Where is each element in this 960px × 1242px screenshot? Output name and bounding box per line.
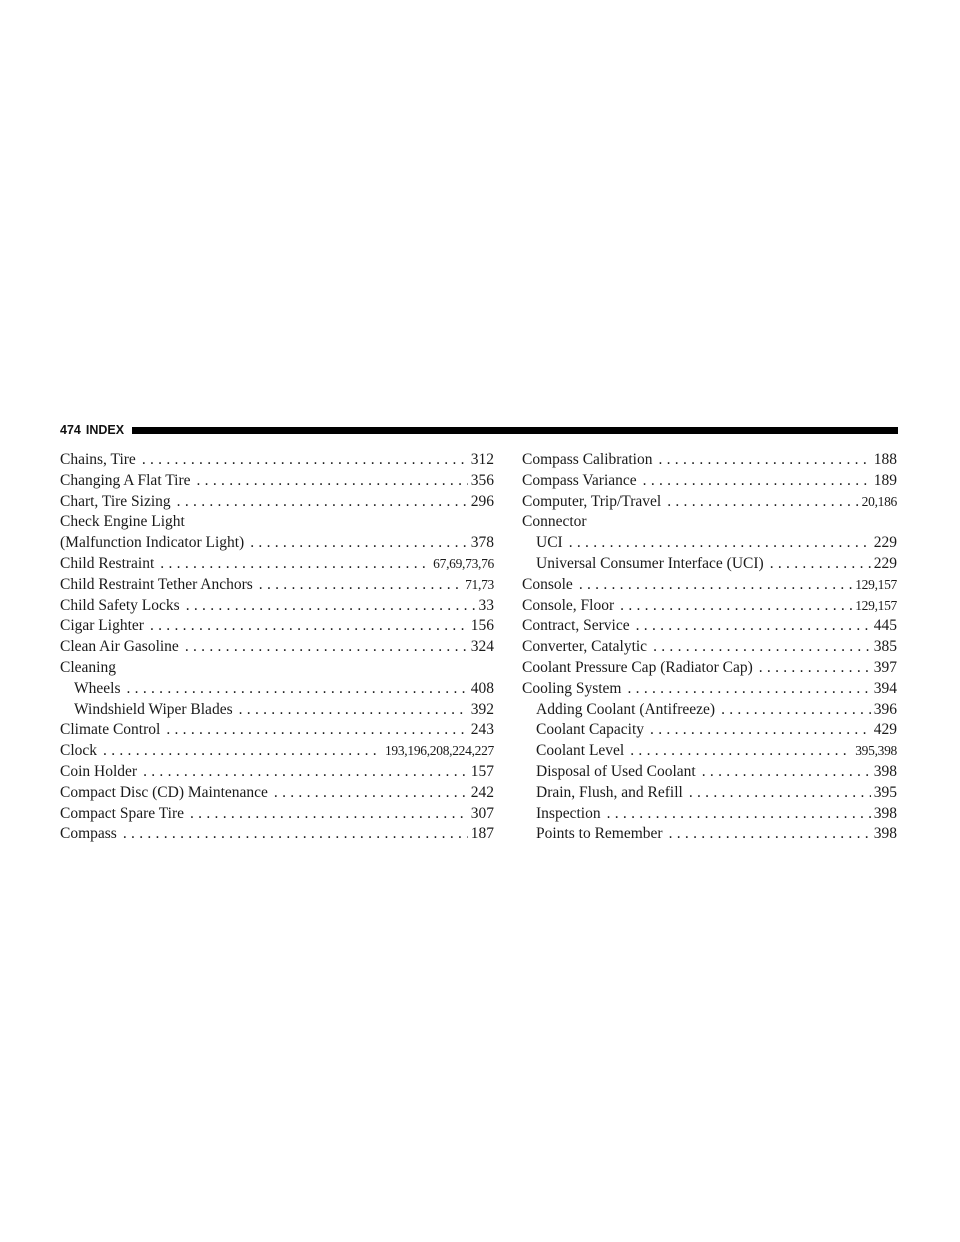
index-page-refs: 445 [873,617,897,635]
header-rule [132,427,898,434]
index-term: Inspection [536,804,601,822]
index-entry [60,741,494,762]
index-entry [60,658,494,679]
dot-leader [177,492,468,513]
index-term: Coin Holder [60,762,138,780]
dot-leader [607,804,871,825]
index-term: Climate Control [60,721,161,739]
index-entry [522,492,897,513]
index-page-refs: 385 [873,638,897,656]
dot-leader [689,783,871,804]
index-term: Cooling System [522,679,622,697]
dot-leader [759,658,871,679]
index-page-refs: 67,69,73,76 [433,555,494,571]
index-page-refs: 243 [470,721,494,739]
index-page-refs: 129,157 [855,576,897,592]
dot-leader [250,533,468,554]
dot-leader [103,741,382,762]
index-term: Converter, Catalytic [522,638,648,656]
section-title: INDEX [85,423,125,437]
index-subentry [60,700,494,721]
index-page-refs: 296 [470,492,494,510]
index-term: Compact Disc (CD) Maintenance [60,783,268,801]
index-entry [522,658,897,679]
index-entry [522,450,897,471]
index-page-refs: 396 [873,700,897,718]
index-term: Check Engine Light [60,513,185,531]
index-page-refs: 408 [470,679,494,697]
index-term: Child Restraint [60,554,155,572]
index-term: Console [522,575,573,593]
index-term: Coolant Capacity [536,721,645,739]
index-page-refs: 129,157 [855,597,897,613]
index-term: Compass [60,825,117,843]
index-term: Compact Spare Tire [60,804,184,822]
index-page-refs: 33 [478,596,494,614]
index-term: Contract, Service [522,617,630,635]
index-page-refs: 20,186 [861,493,897,509]
index-entry [60,492,494,513]
dot-leader [142,450,468,471]
dot-leader [239,700,468,721]
index-entry [60,804,494,825]
dot-leader [658,450,870,471]
index-term: Child Restraint Tether Anchors [60,575,253,593]
index-entry [60,824,494,845]
index-entry [60,616,494,637]
dot-leader [669,824,871,845]
index-term: Coolant Pressure Cap (Radiator Cap) [522,658,753,676]
dot-leader [636,616,871,637]
index-page-refs: 378 [470,534,494,552]
index-term: Adding Coolant (Antifreeze) [536,700,716,718]
index-term: Clock [60,742,98,760]
index-page-refs: 187 [470,825,494,843]
index-subentry [522,720,897,741]
index-entry [60,575,494,596]
dot-leader [721,700,871,721]
dot-leader [653,637,871,658]
index-term: Clean Air Gasoline [60,638,179,656]
index-entry [60,596,494,617]
index-subentry [522,554,897,575]
index-subentry [522,762,897,783]
dot-leader [160,554,430,575]
index-page-refs: 189 [873,471,897,489]
index-term: Chart, Tire Sizing [60,492,171,510]
index-term: Console, Floor [522,596,615,614]
dot-leader [143,762,468,783]
index-term: Drain, Flush, and Refill [536,783,683,801]
index-page-refs: 356 [470,471,494,489]
index-entry [60,762,494,783]
index-subentry [522,783,897,804]
index-entry [60,783,494,804]
page-number: 474 [60,423,81,437]
index-term: Computer, Trip/Travel [522,492,662,510]
dot-leader [185,637,468,658]
index-page-refs: 307 [470,804,494,822]
index-column-right [522,450,897,845]
dot-leader [259,575,462,596]
index-term: Connector [522,513,587,531]
index-page-refs: 397 [873,658,897,676]
dot-leader [197,471,468,492]
index-entry [60,512,494,533]
index-term: Child Safety Locks [60,596,180,614]
index-term: Universal Consumer Interface (UCI) [536,554,764,572]
index-page-refs: 429 [873,721,897,739]
index-term: Compass Variance [522,471,637,489]
index-entry [522,471,897,492]
dot-leader [123,824,468,845]
index-page-refs: 229 [873,534,897,552]
index-term: Points to Remember [536,825,663,843]
index-page-refs: 392 [470,700,494,718]
index-entry [60,720,494,741]
index-page-refs: 395,398 [855,743,897,759]
index-column-left [60,450,494,845]
index-page-refs: 193,196,208,224,227 [384,743,494,759]
index-page-refs: 398 [873,804,897,822]
index-term: Windshield Wiper Blades [74,700,233,718]
index-subentry [522,533,897,554]
dot-leader [274,783,468,804]
index-page-refs: 229 [873,554,897,572]
index-entry [522,637,897,658]
index-subentry [522,824,897,845]
dot-leader [190,804,468,825]
dot-leader [650,720,871,741]
index-page-refs: 188 [873,451,897,468]
dot-leader [770,554,871,575]
index-term: Coolant Level [536,742,625,760]
index-entry [522,616,897,637]
index-term: Disposal of Used Coolant [536,762,696,780]
index-page-refs: 394 [873,679,897,697]
dot-leader [579,575,852,596]
index-entry [522,596,897,617]
dot-leader [186,596,476,617]
index-page-refs: 324 [470,638,494,656]
index-term: Wheels [74,679,121,697]
index-entry [60,554,494,575]
index-page-refs: 398 [873,762,897,780]
dot-leader [620,596,852,617]
index-term: (Malfunction Indicator Light) [60,534,245,552]
index-page-refs: 71,73 [465,576,494,592]
index-page-refs: 156 [470,617,494,635]
dot-leader [643,471,871,492]
index-page-refs: 398 [873,825,897,843]
index-subentry [522,700,897,721]
index-term: Cleaning [60,658,116,676]
index-subentry [60,679,494,700]
index-term: Compass Calibration [522,451,653,468]
index-term: Cigar Lighter [60,617,144,635]
index-page-refs: 395 [873,783,897,801]
index-term: Chains, Tire [60,451,136,468]
index-page-refs: 157 [470,762,494,780]
index-entry [60,533,494,554]
index-entry [522,512,897,533]
index-entry [522,575,897,596]
index-page-refs: 242 [470,783,494,801]
dot-leader [702,762,871,783]
index-entry [60,471,494,492]
index-subentry [522,804,897,825]
dot-leader [126,679,467,700]
dot-leader [630,741,852,762]
index-page-refs: 312 [470,451,494,468]
index-term: UCI [536,534,563,552]
dot-leader [569,533,871,554]
index-subentry [522,741,897,762]
index-entry [60,637,494,658]
dot-leader [627,679,870,700]
dot-leader [150,616,468,637]
index-entry [60,450,494,471]
index-term: Changing A Flat Tire [60,471,191,489]
index-entry [522,679,897,700]
dot-leader [166,720,467,741]
dot-leader [667,492,858,513]
page-header [60,421,898,439]
